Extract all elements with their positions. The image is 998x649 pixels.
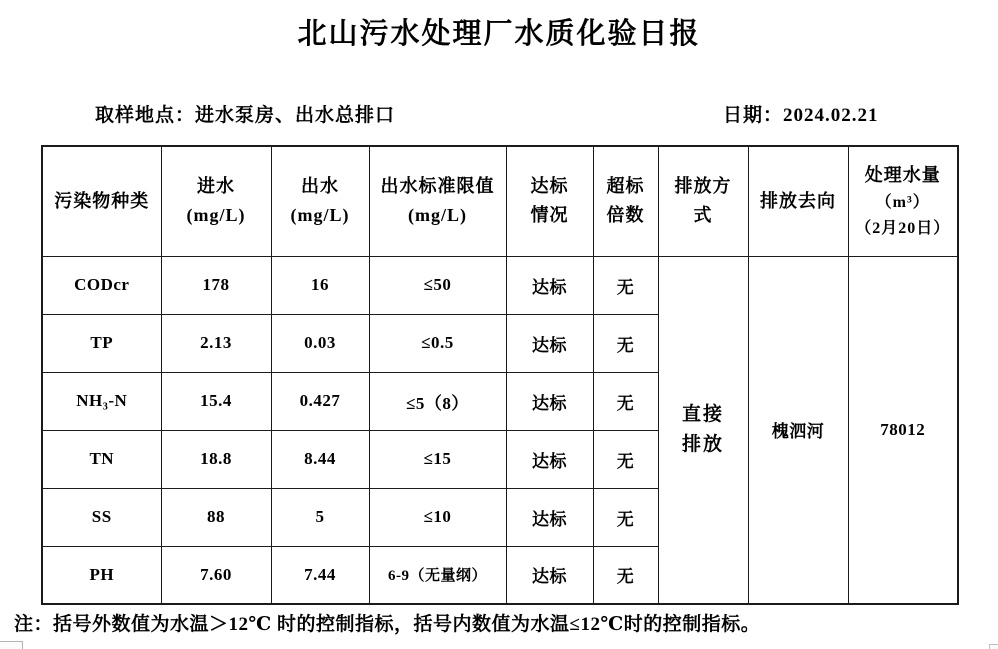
outflow-cell: 8.44 [271, 430, 369, 488]
exceedance-cell: 无 [593, 256, 658, 314]
report-date-label: 日期：2024.02.21 [723, 105, 879, 126]
outflow-cell: 16 [271, 256, 369, 314]
header-compliance: 达标 情况 [506, 146, 593, 256]
limit-cell: ≤50 [369, 256, 506, 314]
limit-cell: ≤15 [369, 430, 506, 488]
header-limit: 出水标准限值 (mg/L) [369, 146, 506, 256]
pollutant-cell: SS [42, 488, 161, 546]
pollutant-cell: NH₃-N [42, 372, 161, 430]
discharge-destination-cell: 槐泗河 [748, 256, 848, 604]
exceedance-cell: 无 [593, 372, 658, 430]
exceedance-cell: 无 [593, 546, 658, 604]
sampling-location-label: 取样地点：进水泵房、出水总排口 [95, 105, 396, 126]
limit-cell: ≤10 [369, 488, 506, 546]
header-pollutant: 污染物种类 [42, 146, 161, 256]
header-outflow: 出水 (mg/L) [271, 146, 369, 256]
header-treated-volume: 处理水量 （m³） （2月20日） [848, 146, 958, 256]
pollutant-cell: CODcr [42, 256, 161, 314]
inflow-cell: 18.8 [161, 430, 271, 488]
exceedance-cell: 无 [593, 488, 658, 546]
outflow-cell: 0.03 [271, 314, 369, 372]
pollutant-cell: PH [42, 546, 161, 604]
compliance-cell: 达标 [506, 372, 593, 430]
exceedance-cell: 无 [593, 430, 658, 488]
compliance-cell: 达标 [506, 430, 593, 488]
discharge-method-cell: 直接 排放 [658, 256, 748, 604]
limit-cell: ≤0.5 [369, 314, 506, 372]
outflow-cell: 0.427 [271, 372, 369, 430]
pollutant-cell: TP [42, 314, 161, 372]
header-discharge-destination: 排放去向 [748, 146, 848, 256]
compliance-cell: 达标 [506, 546, 593, 604]
outflow-cell: 7.44 [271, 546, 369, 604]
compliance-cell: 达标 [506, 488, 593, 546]
limit-cell: ≤5（8） [369, 372, 506, 430]
pollutant-cell: TN [42, 430, 161, 488]
compliance-cell: 达标 [506, 314, 593, 372]
header-discharge-method: 排放方 式 [658, 146, 748, 256]
footnote: 注：括号外数值为水温＞12℃ 时的控制指标，括号内数值为水温≤12℃时的控制指标。 [14, 614, 761, 635]
limit-cell: 6-9（无量纲） [369, 546, 506, 604]
inflow-cell: 178 [161, 256, 271, 314]
cutoff-box-artifact-bottom-right [989, 644, 998, 649]
compliance-cell: 达标 [506, 256, 593, 314]
header-row [42, 146, 958, 256]
page-title: 北山污水处理厂水质化验日报 [297, 18, 701, 50]
exceedance-cell: 无 [593, 314, 658, 372]
header-exceedance: 超标 倍数 [593, 146, 658, 256]
inflow-cell: 7.60 [161, 546, 271, 604]
inflow-cell: 2.13 [161, 314, 271, 372]
treated-volume-cell: 78012 [848, 256, 958, 604]
inflow-cell: 15.4 [161, 372, 271, 430]
outflow-cell: 5 [271, 488, 369, 546]
table-row-codcr [42, 256, 958, 314]
water-quality-table [41, 145, 959, 605]
header-inflow: 进水 (mg/L) [161, 146, 271, 256]
inflow-cell: 88 [161, 488, 271, 546]
